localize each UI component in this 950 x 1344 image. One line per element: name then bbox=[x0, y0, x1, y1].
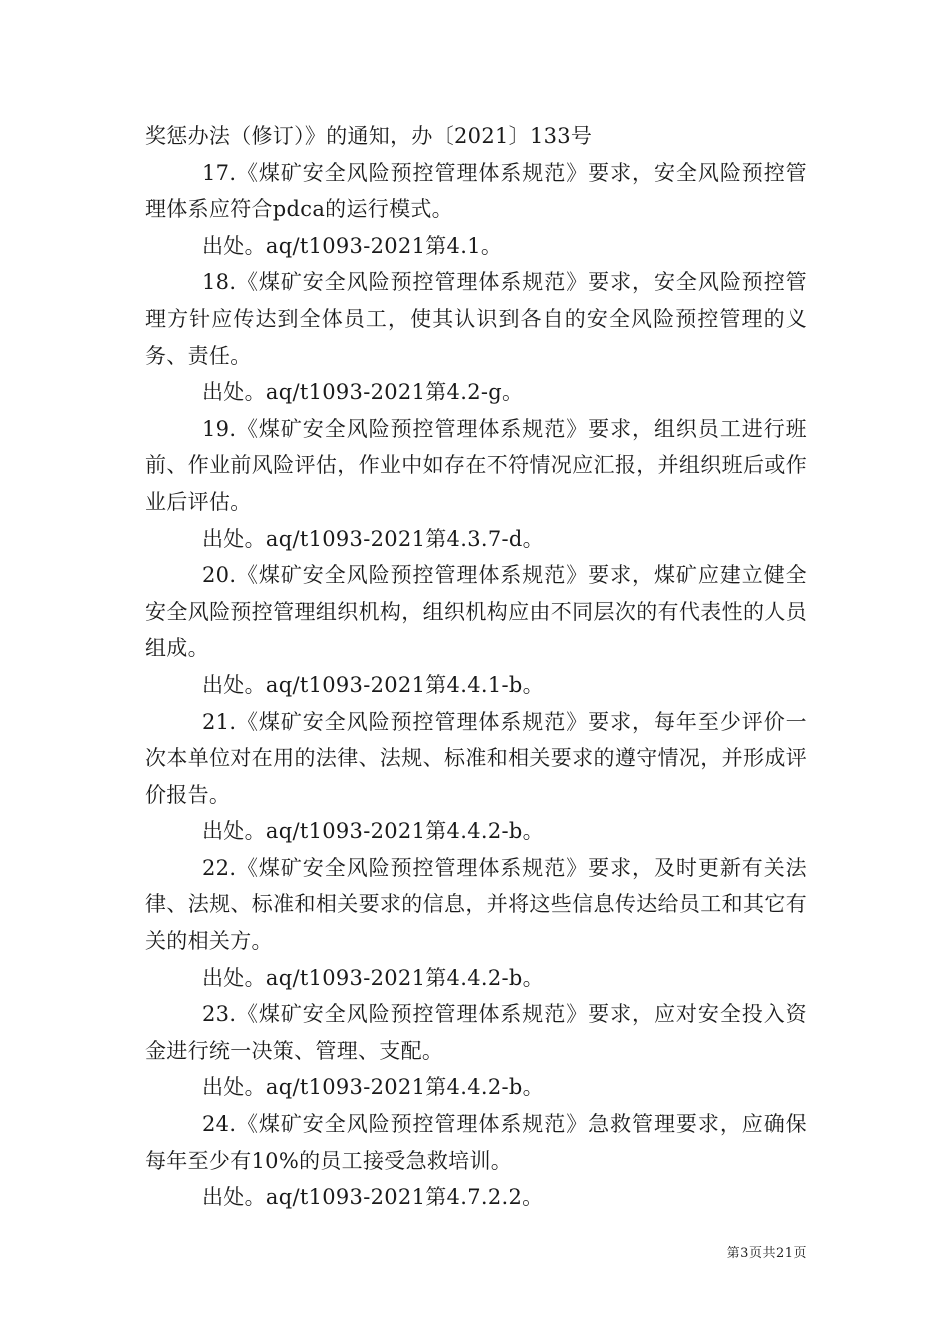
body-paragraph: 24.《煤矿安全风险预控管理体系规范》急救管理要求，应确保每年至少有10%的员工接受急救培训。 bbox=[145, 1112, 807, 1173]
body-paragraph: 21.《煤矿安全风险预控管理体系规范》要求，每年至少评价一次本单位对在用的法律、法规、标准和相关要求的遵守情况，并形成评价报告。 bbox=[145, 709, 807, 807]
source-citation: 出处。aq/t1093-2021第4.4.2-b。 bbox=[202, 819, 544, 844]
body-paragraph: 17.《煤矿安全风险预控管理体系规范》要求，安全风险预控管理体系应符合pdca的运行模式。 bbox=[145, 160, 807, 222]
page-number-footer: 第3页共21页 bbox=[726, 1246, 807, 1261]
source-citation: 出处。aq/t1093-2021第4.2-g。 bbox=[202, 380, 524, 405]
source-citation: 出处。aq/t1093-2021第4.4.2-b。 bbox=[202, 965, 544, 990]
source-citation: 出处。aq/t1093-2021第4.3.7-d。 bbox=[202, 526, 544, 551]
source-citation: 出处。aq/t1093-2021第4.4.1-b。 bbox=[202, 672, 544, 697]
body-paragraph: 18.《煤矿安全风险预控管理体系规范》要求，安全风险预控管理方针应传达到全体员工，使其认识到各自的安全风险预控管理的义务、责任。 bbox=[145, 270, 807, 368]
body-paragraph: 22.《煤矿安全风险预控管理体系规范》要求，及时更新有关法律、法规、标准和相关要求的信息，并将这些信息传达给员工和其它有关的相关方。 bbox=[145, 855, 807, 954]
document-body bbox=[145, 118, 807, 1216]
source-citation: 出处。aq/t1093-2021第4.1。 bbox=[202, 233, 503, 258]
body-paragraph: 23.《煤矿安全风险预控管理体系规范》要求，应对安全投入资金进行统一决策、管理、支配。 bbox=[145, 1002, 807, 1063]
source-citation: 出处。aq/t1093-2021第4.4.2-b。 bbox=[202, 1075, 544, 1100]
body-paragraph: 20.《煤矿安全风险预控管理体系规范》要求，煤矿应建立健全安全风险预控管理组织机构，组织机构应由不同层次的有代表性的人员组成。 bbox=[145, 563, 807, 661]
source-citation: 出处。aq/t1093-2021第4.7.2.2。 bbox=[202, 1185, 544, 1210]
body-paragraph: 奖惩办法（修订）》的通知，办〔2021〕133号 bbox=[145, 124, 593, 148]
body-paragraph: 19.《煤矿安全风险预控管理体系规范》要求，组织员工进行班前、作业前风险评估，作业中如存在不符情况应汇报，并组织班后或作业后评估。 bbox=[145, 416, 807, 514]
